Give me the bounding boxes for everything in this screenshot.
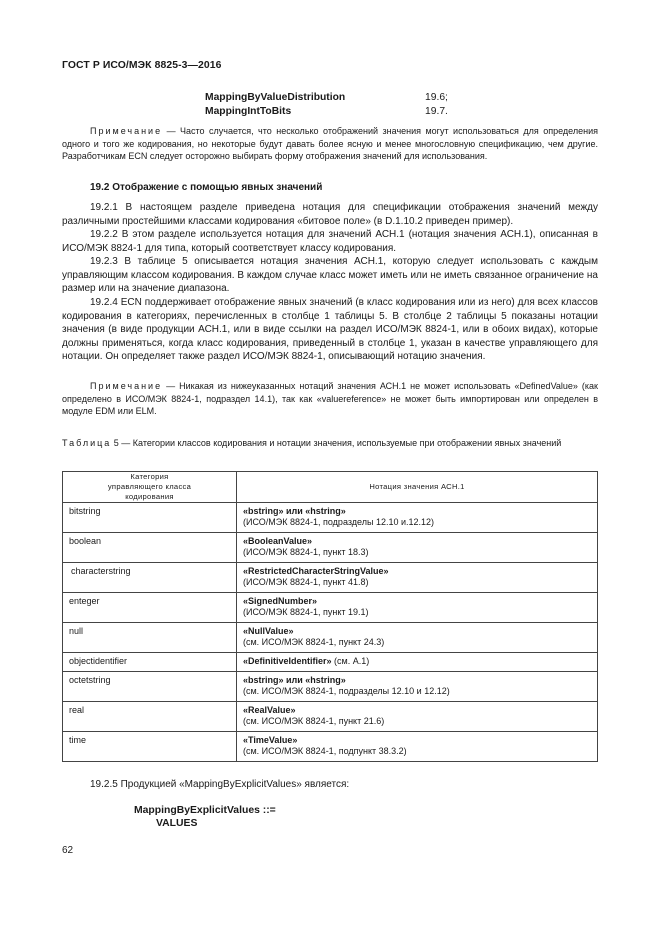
notation-ref: (ИСО/МЭК 8824-1, подразделы 12.10 и.12.12) — [243, 517, 435, 527]
notation-ref: (см. ИСО/МЭК 8824-1, подпункт 38.3.2) — [243, 746, 407, 756]
header-notation: Нотация значения АСН.1 — [237, 472, 598, 503]
code-line: MappingByExplicitValues ::= — [134, 805, 276, 816]
notation-cell — [237, 563, 598, 593]
notation-value: «RestrictedCharacterStringValue» — [243, 566, 389, 576]
notation-cell — [237, 653, 598, 672]
notation-ref: (см. ИСО/МЭК 8824-1, пункт 21.6) — [243, 716, 385, 726]
notation-value: «RealValue» — [243, 705, 296, 715]
category-cell: enteger — [63, 593, 237, 623]
notation-cell — [237, 623, 598, 653]
paragraph-19-2-4: 19.2.4 ECN поддерживает отображение явных значений (в класс кодирования или из него) для всех классов кодирования в категориях, перечисленных в столбце 1 таблицы 5. В столбце 2 таблицы 5 показаны нотации значения (в виде продукции АСН.1, или в виде ссылки на раздел ИСО/МЭК 8824-1, или в обоих видах), которые должны применяться, когда класс кодирования, приведенный в столбце 1, указан в качестве управляющего для нотации. Он определяет также раздел ИСО/МЭК 8824-1, описывающий нотацию значения. — [62, 297, 598, 362]
note-text: — Никакая из нижеуказанных нотаций значения АСН.1 не может использовать «DefinedValue» (как определено в ИСО/МЭК 8824-1, подраздел 14.1), так как «valuereference» не может быть импортирован или определен в модуле EDM или ELM. — [62, 381, 598, 416]
category-cell: boolean — [63, 533, 237, 563]
category-cell: null — [63, 623, 237, 653]
reference-clause: 19.7. — [425, 106, 448, 117]
category-cell: objectidentifier — [63, 653, 237, 672]
notation-cell — [237, 503, 598, 533]
table-header-row — [63, 472, 598, 503]
notation-value: «DefinitiveIdentifier» — [243, 656, 332, 666]
paragraph-19-2-2: 19.2.2 В этом разделе используется нотация для значений АСН.1 (нотация значения АСН.1), описанная в ИСО/МЭК 8824-1 для типа, который соответствует классу кодирования. — [62, 229, 598, 254]
table-caption-text: 5 — Категории классов кодирования и нотации значения, используемые при отображении явных значений — [111, 438, 562, 448]
notation-cell — [237, 533, 598, 563]
notation-cell — [237, 732, 598, 762]
notation-cell — [237, 672, 598, 702]
note-2 — [62, 380, 598, 418]
notation-value: «bstring» или «hstring» — [243, 506, 346, 516]
notation-ref: (ИСО/МЭК 8824-1, пункт 41.8) — [243, 577, 369, 587]
note-label: Примечание — [90, 381, 163, 391]
table-row — [63, 653, 598, 672]
mapping-reference-list — [205, 91, 448, 119]
paragraph-19-2-1: 19.2.1 В настоящем разделе приведена нотация для спецификации отображения значений между различными простейшими классами кодирования «битовое поле» (в D.1.10.2 приведен пример). — [62, 202, 598, 227]
table-row — [63, 593, 598, 623]
header-category: Категория управляющего класса кодирования — [63, 472, 237, 503]
reference-name: MappingIntToBits — [205, 106, 292, 117]
category-cell: octetstring — [63, 672, 237, 702]
reference-row — [205, 105, 448, 119]
notation-value: «BooleanValue» — [243, 536, 313, 546]
notation-value: «NullValue» — [243, 626, 294, 636]
paragraph-19-2-5: 19.2.5 Продукцией «MappingByExplicitValues» является: — [90, 779, 350, 790]
page-number: 62 — [62, 845, 74, 856]
table-row — [63, 503, 598, 533]
paragraph-19-2-3: 19.2.3 В таблице 5 описывается нотация значения АСН.1, которую следует использовать с каждым управляющим классом кодирования. В каждом случае класс может иметь или не иметь связанное ограничение на размер или на значение диапазона. — [62, 256, 598, 294]
note-1 — [62, 125, 598, 163]
table-5 — [62, 471, 598, 762]
category-cell: real — [63, 702, 237, 732]
table-row — [63, 623, 598, 653]
reference-clause: 19.6; — [425, 92, 448, 103]
category-cell: bitstring — [63, 503, 237, 533]
notation-value: «SignedNumber» — [243, 596, 318, 606]
notation-ref: (см. ИСО/МЭК 8824-1, пункт 24.3) — [243, 637, 385, 647]
document-header: ГОСТ Р ИСО/МЭК 8825-3—2016 — [62, 60, 222, 71]
notation-value: «bstring» или «hstring» — [243, 675, 346, 685]
category-cell: characterstring — [63, 563, 237, 593]
table-row — [63, 533, 598, 563]
code-line: VALUES — [156, 817, 198, 829]
category-cell: time — [63, 732, 237, 762]
reference-name: MappingByValueDistribution — [205, 92, 346, 103]
notation-ref: (см. ИСО/МЭК 8824-1, подразделы 12.10 и 12.12) — [243, 686, 450, 696]
table-caption-label: Таблица — [62, 438, 112, 448]
table-row — [63, 732, 598, 762]
notation-value: «TimeValue» — [243, 735, 298, 745]
note-text: — Часто случается, что несколько отображений значения могут использоваться для определения одного и того же кодирования, но некоторые будут давать более ясную и менее многословную спецификацию, чем другие. Разработчикам ECN следует осторожно выбирать форму отображения значений для использования. — [62, 126, 598, 161]
notation-ref: (ИСО/МЭК 8824-1, пункт 18.3) — [243, 547, 369, 557]
section-heading: 19.2 Отображение с помощью явных значений — [90, 182, 323, 193]
note-label: Примечание — [90, 126, 163, 136]
notation-cell — [237, 702, 598, 732]
notation-cell — [237, 593, 598, 623]
reference-row — [205, 91, 448, 105]
table-row — [63, 563, 598, 593]
table-caption — [62, 437, 598, 450]
production-code-block — [134, 805, 276, 830]
table-row — [63, 702, 598, 732]
notation-ref: (см. А.1) — [331, 656, 370, 666]
table-row — [63, 672, 598, 702]
notation-ref: (ИСО/МЭК 8824-1, пункт 19.1) — [243, 607, 369, 617]
